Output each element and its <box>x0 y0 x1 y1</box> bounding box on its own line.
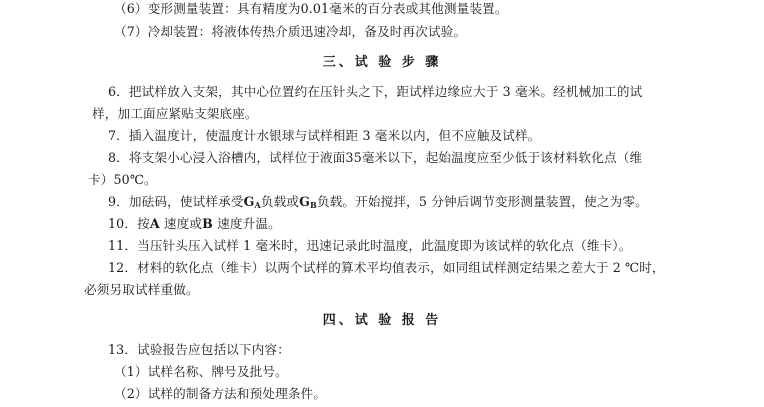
step-6-line-2: 样，加工面应紧贴支架底座。 <box>92 106 258 121</box>
step-9-text-middle: 负载或 <box>260 194 300 209</box>
step-10-text-middle: 速度或 <box>159 216 203 231</box>
step-9-text-start: 9．加砝码，使试样承受 <box>108 194 244 209</box>
report-item-13-2: （2）试样的制备方法和预处理条件。 <box>114 386 327 401</box>
report-item-13: 13．试验报告应包括以下内容： <box>108 342 290 357</box>
load-g-b-symbol: $G_B$ <box>299 194 317 210</box>
load-g-a-symbol: $G_A$ <box>243 194 261 210</box>
rate-b-symbol: B <box>202 216 213 231</box>
step-10-text-start: 10．按 <box>108 216 150 231</box>
step-10-text-end: 速度升温。 <box>212 216 281 231</box>
step-8-line-1: 8．将支架小心浸入浴槽内，试样位于液面35毫米以下，起始温度应至少低于该材料软化点（维 <box>108 150 643 165</box>
step-9-text-end: 负载。开始搅拌，5 分钟后调节变形测量装置，使之为零。 <box>316 194 648 209</box>
step-12-line-2: 必须另取试样重做。 <box>84 282 199 297</box>
step-12-line-1: 12．材料的软化点（维卡）以两个试样的算术平均值表示，如同组试样测定结果之差大于 2 ℃时， <box>108 260 665 275</box>
equipment-item-6: （6）变形测量装置：具有精度为0.01毫米的百分表或其他测量装置。 <box>114 1 508 16</box>
step-6-line-1: 6．把试样放入支架，其中心位置约在压针头之下，距试样边缘应大于 3 毫米。经机械加工的试 <box>108 84 643 99</box>
report-item-13-1: （1）试样名称、牌号及批号。 <box>114 364 288 379</box>
step-8-line-2: 卡）50℃。 <box>88 172 157 187</box>
rate-a-symbol: A <box>149 216 160 231</box>
equipment-item-7: （7）冷却装置：将液体传热介质迅速冷却，备及时再次试验。 <box>114 24 467 39</box>
step-7: 7．插入温度计，使温度计水银球与试样相距 3 毫米以内，但不应触及试样。 <box>108 128 541 143</box>
section-heading-procedure: 三、试 验 步 骤 <box>322 55 442 70</box>
step-9 <box>108 194 648 213</box>
section-heading-report: 四、试 验 报 告 <box>322 313 442 328</box>
step-11: 11．当压针头压入试样 1 毫米时，迅速记录此时温度，此温度即为该试样的软化点（维卡）。 <box>108 238 632 253</box>
step-10 <box>108 216 281 232</box>
